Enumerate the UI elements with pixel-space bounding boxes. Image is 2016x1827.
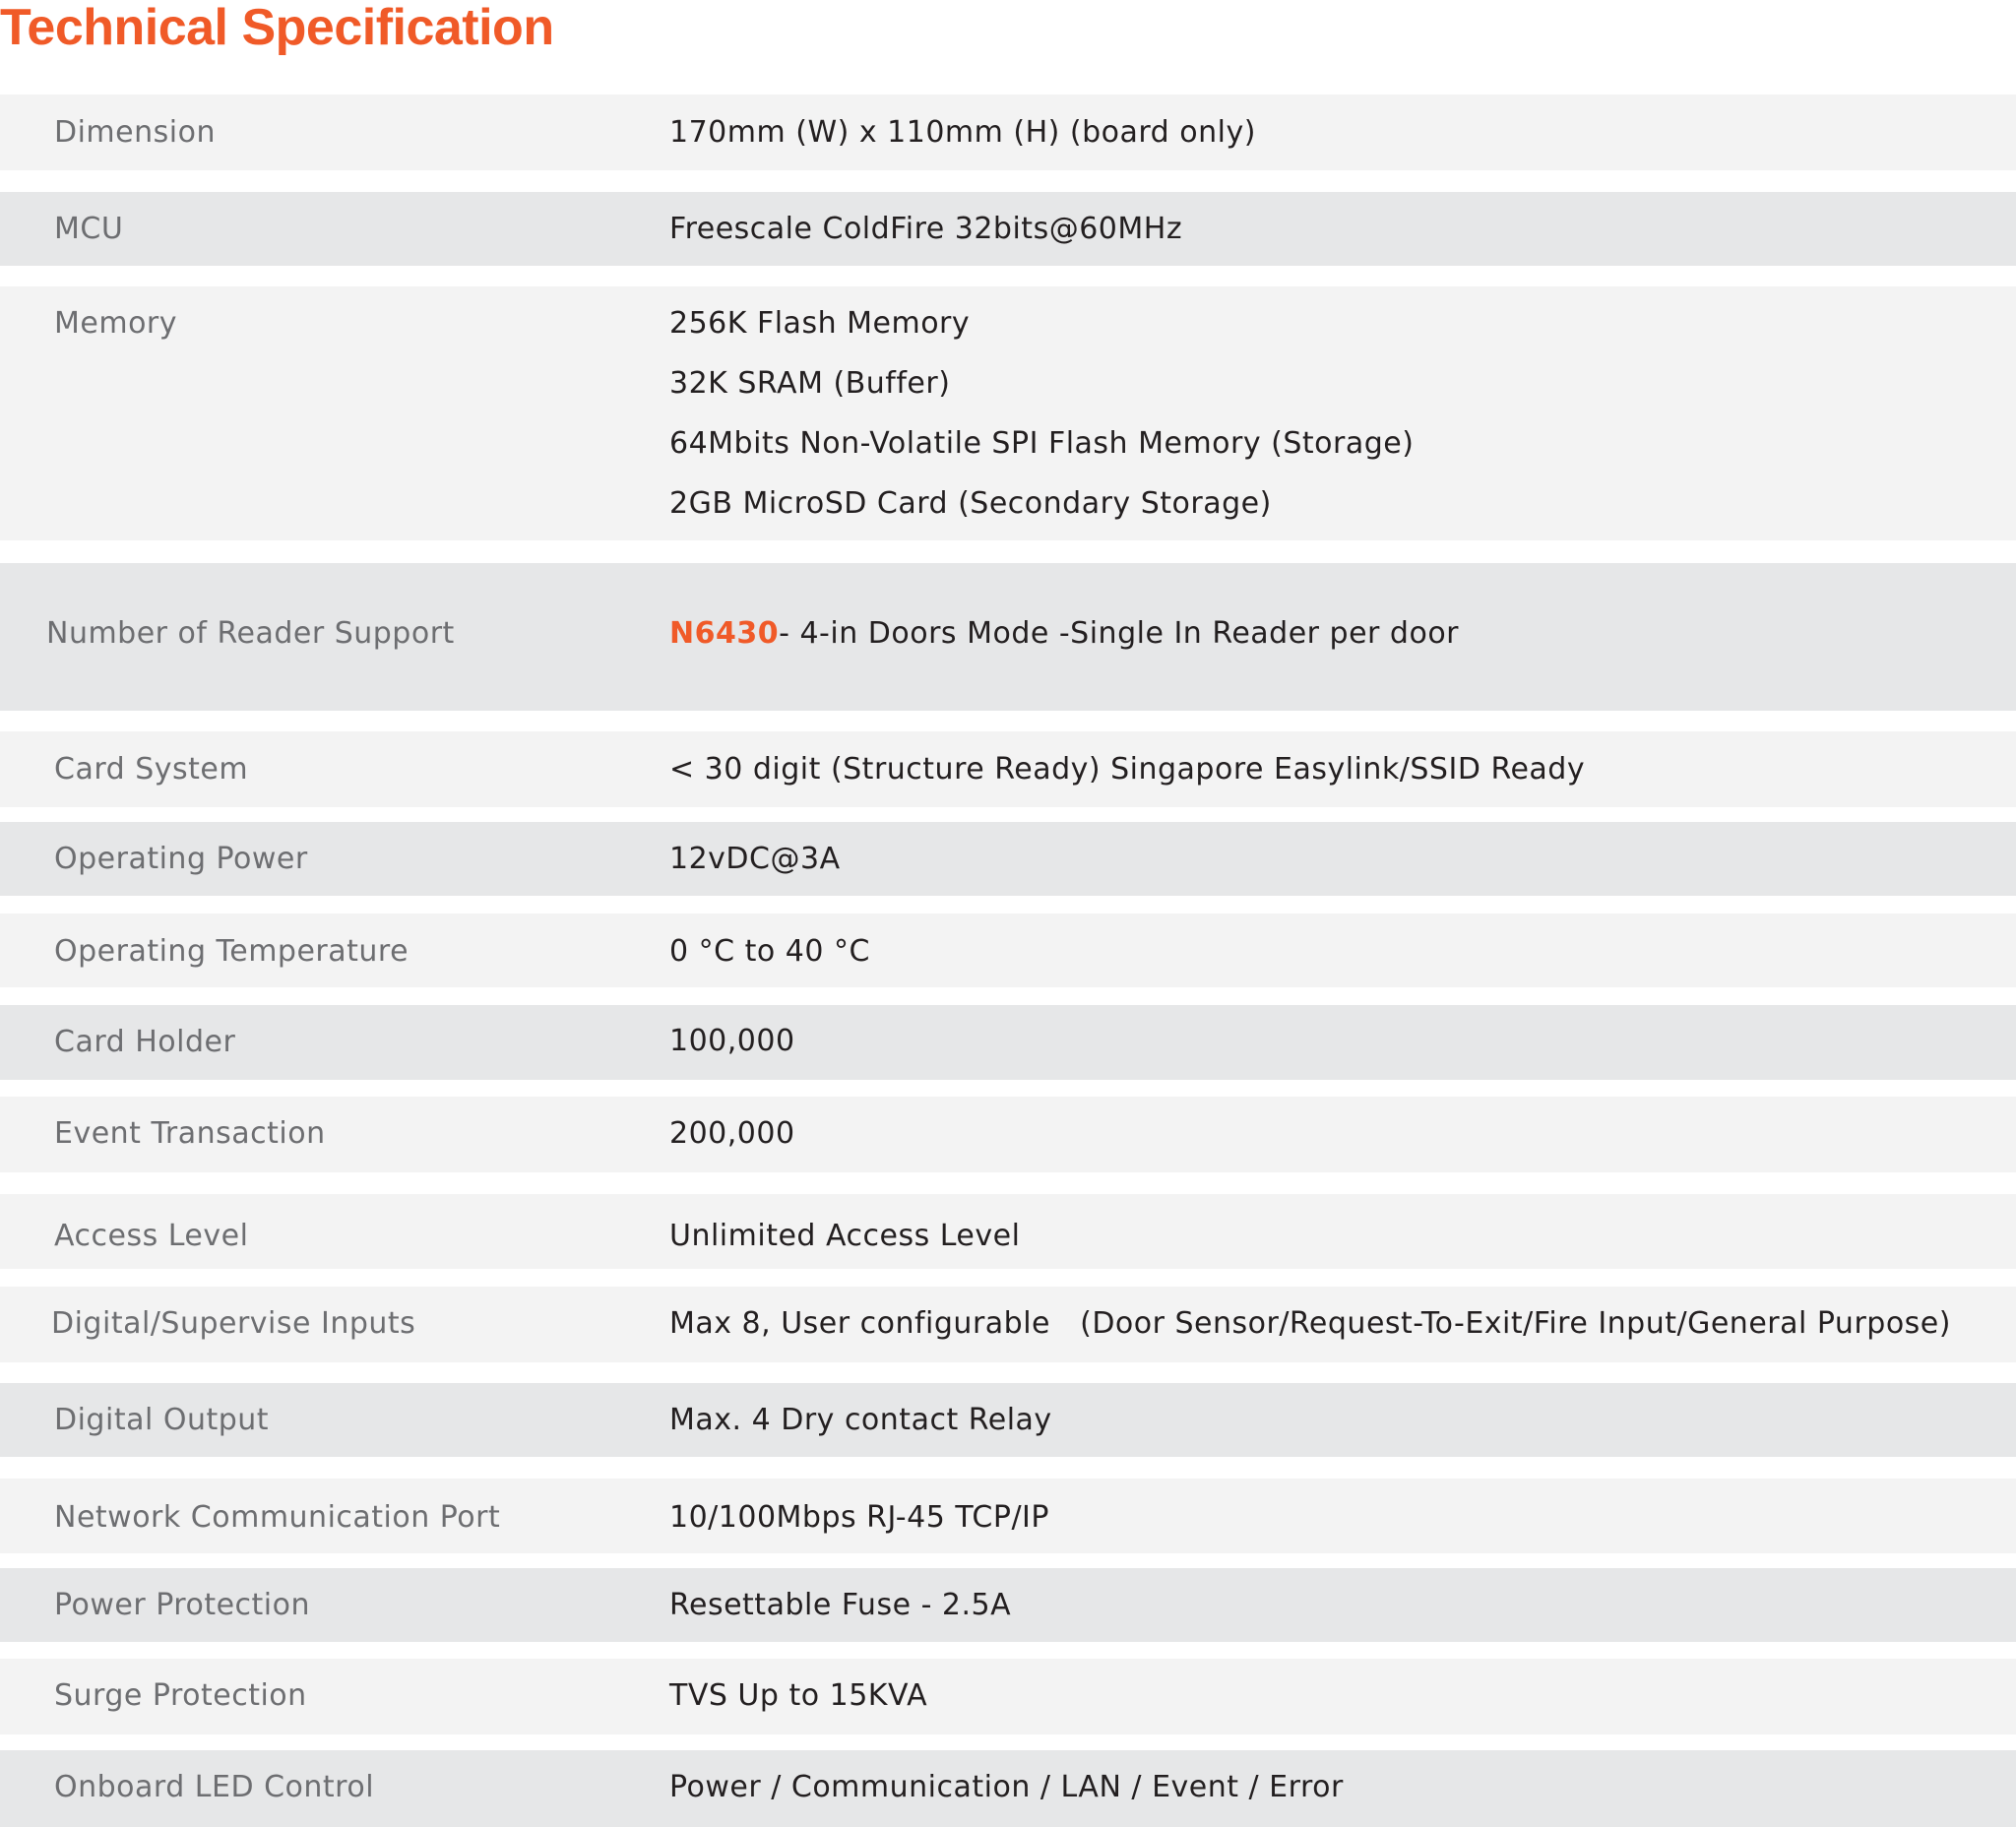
page-title: Technical Specification [0,0,554,56]
spec-label: Memory [54,306,178,341]
spec-label: Operating Temperature [54,934,410,969]
spec-row-power-protection [0,1568,2016,1642]
spec-label: Event Transaction [54,1116,326,1151]
spec-row-operating-temperature [0,914,2016,987]
spec-label: Dimension [54,115,216,150]
spec-row-digital-inputs [0,1287,2016,1362]
spec-value: Max. 4 Dry contact Relay [669,1403,1052,1437]
spec-value-line: 256K Flash Memory [669,306,971,341]
spec-value: Power / Communication / LAN / Event / Error [669,1770,1344,1804]
spec-label: Network Communication Port [54,1500,501,1535]
spec-label: Digital/Supervise Inputs [51,1306,416,1341]
spec-row-digital-output [0,1383,2016,1457]
spec-row-access-level [0,1194,2016,1269]
spec-label: Access Level [54,1219,249,1253]
spec-row-network-port [0,1479,2016,1553]
spec-value-line: 64Mbits Non-Volatile SPI Flash Memory (Storage) [669,426,1415,461]
spec-value [669,614,1459,654]
spec-label: Card System [54,752,249,787]
spec-value: < 30 digit (Structure Ready) Singapore Easylink/SSID Ready [669,752,1586,787]
spec-label: Power Protection [54,1588,311,1622]
spec-row-card-holder [0,1005,2016,1080]
spec-value: Resettable Fuse - 2.5A [669,1588,1012,1622]
spec-value-line: 32K SRAM (Buffer) [669,366,951,401]
spec-value: 170mm (W) x 110mm (H) (board only) [669,115,1256,150]
spec-row-event-transaction [0,1097,2016,1172]
spec-value: Max 8, User configurable (Door Sensor/Request-To-Exit/Fire Input/General Purpose) [669,1306,1951,1341]
spec-label: Card Holder [54,1025,236,1059]
spec-label: Onboard LED Control [54,1770,375,1804]
spec-value: 12vDC@3A [669,842,841,876]
spec-row-memory [0,286,2016,540]
model-highlight: N6430 [669,616,780,651]
spec-value: Freescale ColdFire 32bits@60MHz [669,212,1183,246]
spec-row-mcu [0,192,2016,266]
spec-value-text: - 4-in Doors Mode -Single In Reader per door [779,616,1460,651]
spec-label: Operating Power [54,842,308,876]
spec-value: 200,000 [669,1116,795,1151]
spec-value: TVS Up to 15KVA [669,1678,928,1713]
spec-row-card-system [0,731,2016,807]
spec-label: Digital Output [54,1403,270,1437]
spec-value: 10/100Mbps RJ-45 TCP/IP [669,1500,1049,1535]
spec-row-operating-power [0,822,2016,896]
spec-value-list [669,304,1414,544]
spec-value-line: 2GB MicroSD Card (Secondary Storage) [669,486,1272,521]
spec-label: Surge Protection [54,1678,307,1713]
spec-label: Number of Reader Support [46,616,455,651]
spec-row-reader-support [0,563,2016,711]
spec-value: Unlimited Access Level [669,1219,1021,1253]
spec-row-surge-protection [0,1659,2016,1734]
spec-row-dimension [0,94,2016,170]
spec-row-led-control [0,1750,2016,1827]
spec-value: 100,000 [669,1024,795,1058]
spec-value: 0 °C to 40 °C [669,934,870,969]
spec-label: MCU [54,212,124,246]
